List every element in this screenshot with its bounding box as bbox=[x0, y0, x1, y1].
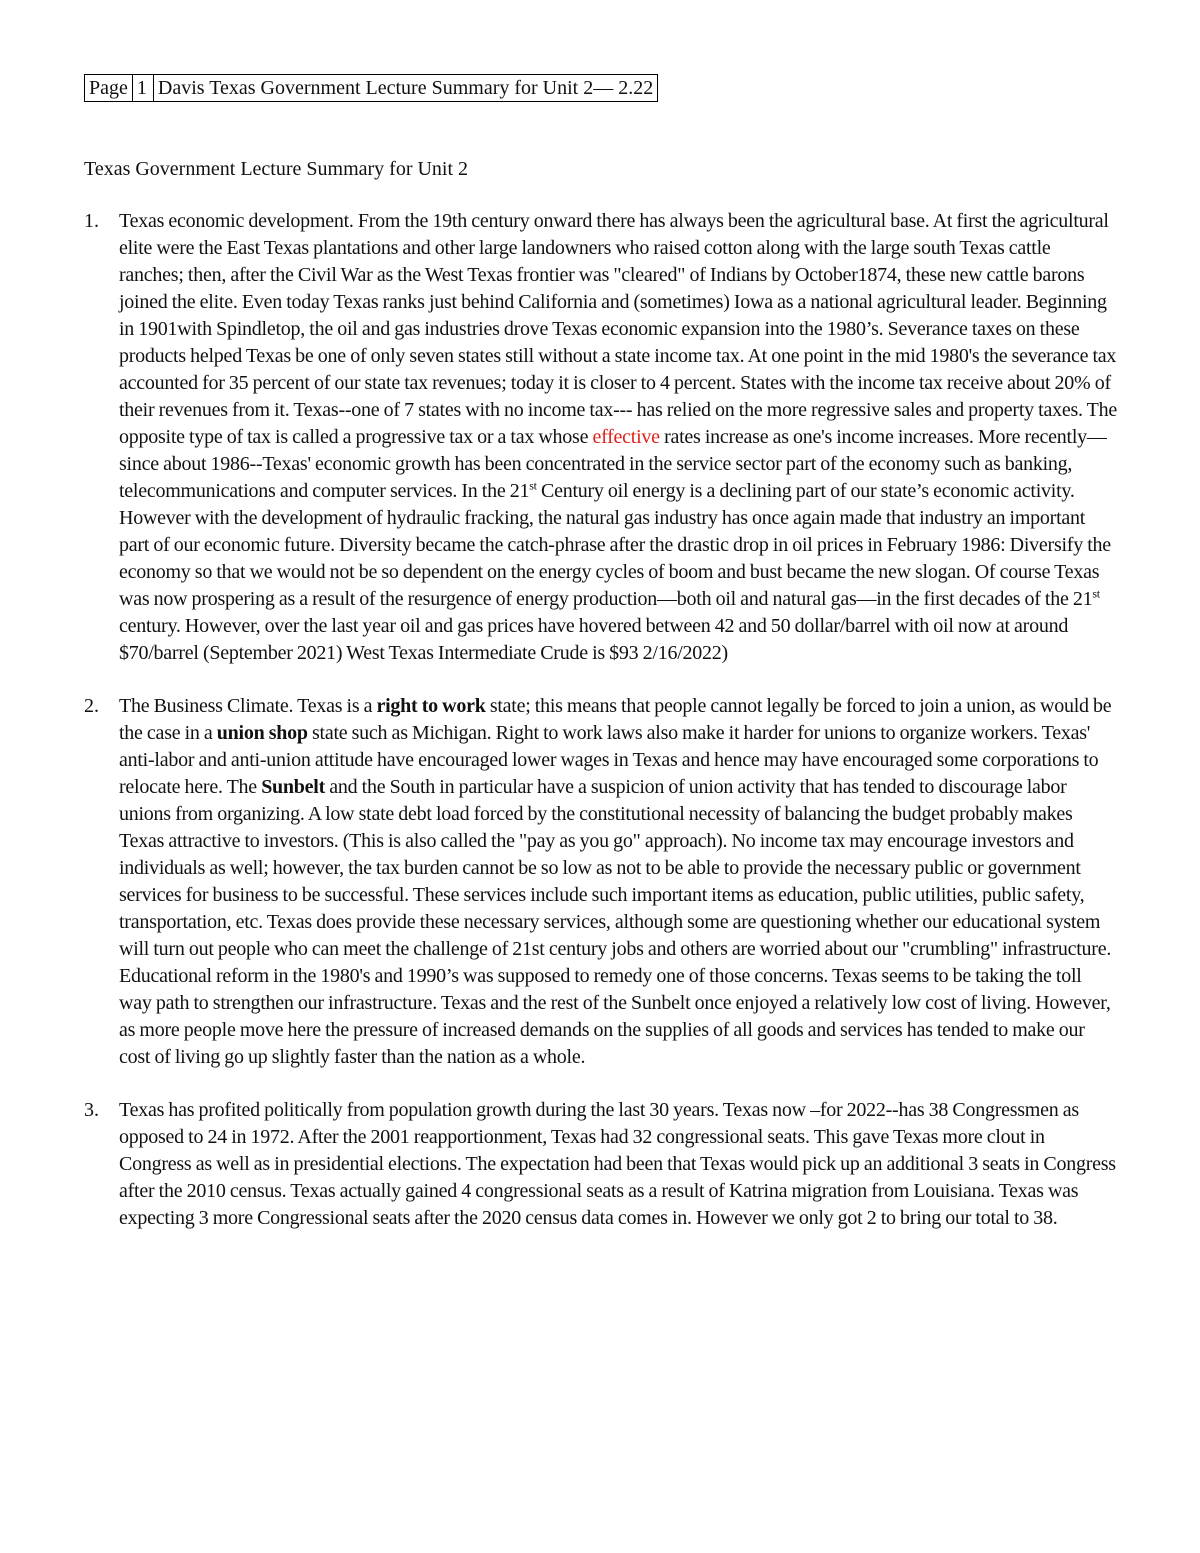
bold-term-union-shop: union shop bbox=[216, 722, 308, 744]
list-item-text: Texas economic development. From the 19th century onward there has always been the agricultural base. At first the agricultural elite were the East Texas plantations and other large landowners who raised cotton along with the large south Texas cattle ranches; then, after the Civil War as the West Texas frontier was "cleared" of Indians by October1874, these new cattle barons joined the elite. Even today Texas ranks just behind California and (sometimes) Iowa as a national agricultural leader. Beginning in 1901with Spindletop, the oil and gas industries drove Texas economic expansion into the 1980’s. Severance taxes on these products helped Texas be one of only seven states still without a state income tax. At one point in the mid 1980's the severance tax accounted for 35 percent of our state tax revenues; today it is closer to 4 percent. States with the income tax receive about 20% of their revenues from it. Texas--one of 7 states with no income tax--- has relied on the more regressive sales and property taxes. The opposite type of tax is called a progressive tax or a tax whose effective rates increase as one's income increases. More recently—since about 1986--Texas' economic growth has been concentrated in the service sector part of the economy such as banking, telecommunications and computer services. In the 21st Century oil energy is a declining part of our state’s economic activity. However with the development of hydraulic fracking, the natural gas industry has once again made that industry an important part of our economic future. Diversity became the catch-phrase after the drastic drop in oil prices in February 1986: Diversify the economy so that we would not be so dependent on the energy cycles of boom and bust became the new slogan. Of course Texas was now prospering as a result of the resurgence of energy production—both oil and natural gas—in the first decades of the 21st century. However, over the last year oil and gas prices have hovered between 42 and 50 dollar/barrel with oil now at around $70/barrel (September 2021) West Texas Intermediate Crude is $93 2/16/2022) bbox=[119, 210, 1117, 664]
list-item-number: 1. bbox=[84, 210, 99, 232]
list-item-text: The Business Climate. Texas is a right to work state; this means that people cannot legally be forced to join a union, as would be the case in a union shop state such as Michigan. Right to work laws also make it harder for unions to organize workers. Texas' anti-labor and anti-union attitude have encouraged lower wages in Texas and hence may have encouraged some corporations to relocate here. The Sunbelt and the South in particular have a suspicion of union activity that has tended to discourage labor unions from organizing. A low state debt load forced by the constitutional necessity of balancing the budget probably makes Texas attractive to investors. (This is also called the "pay as you go" approach). No income tax may encourage investors and individuals as well; however, the tax burden cannot be so low as not to be able to provide the necessary public or government services for business to be successful. These services include such important items as education, public utilities, public safety, transportation, etc. Texas does provide these necessary services, although some are questioning whether our educational system will turn out people who can meet the challenge of 21st century jobs and others are worried about our "crumbling" infrastructure. Educational reform in the 1980's and 1990’s was supposed to remedy one of those concerns. Texas seems to be taking the toll way path to strengthen our infrastructure. Texas and the rest of the Sunbelt once enjoyed a relatively low cost of living. However, as more people move here the pressure of increased demands on the supplies of all goods and services has tended to make our cost of living go up slightly faster than the nation as a whole. bbox=[119, 695, 1112, 1068]
superscript-st: st bbox=[529, 478, 537, 493]
bold-term-right-to-work: right to work bbox=[376, 695, 486, 717]
document-title: Texas Government Lecture Summary for Unit 2 bbox=[84, 158, 469, 180]
page-number: 1 bbox=[132, 75, 154, 101]
running-title: Davis Texas Government Lecture Summary for Unit 2— 2.22 bbox=[157, 77, 654, 99]
list-item bbox=[84, 208, 1118, 667]
list-item-number: 3. bbox=[84, 1099, 99, 1121]
bold-term-sunbelt: Sunbelt bbox=[261, 776, 326, 798]
list-item-number: 2. bbox=[84, 695, 99, 717]
numbered-list bbox=[84, 208, 1118, 1258]
running-header bbox=[84, 74, 658, 102]
list-item-text: Texas has profited politically from population growth during the last 30 years. Texas now –for 2022--has 38 Congressmen as opposed to 24 in 1972. After the 2001 reapportionment, Texas had 32 congressional seats. This gave Texas more clout in Congress as well as in presidential elections. The expectation had been that Texas would pick up an additional 3 seats in Congress after the 2010 census. Texas actually gained 4 congressional seats as a result of Katrina migration from Louisiana. Texas was expecting 3 more Congressional seats after the 2020 census data comes in. However we only got 2 to bring our total to 38. bbox=[119, 1099, 1116, 1229]
list-item bbox=[84, 693, 1118, 1071]
page-label: Page bbox=[89, 77, 128, 99]
list-item bbox=[84, 1097, 1118, 1232]
emphasis-effective: effective bbox=[592, 426, 660, 448]
superscript-st: st bbox=[1092, 586, 1100, 601]
